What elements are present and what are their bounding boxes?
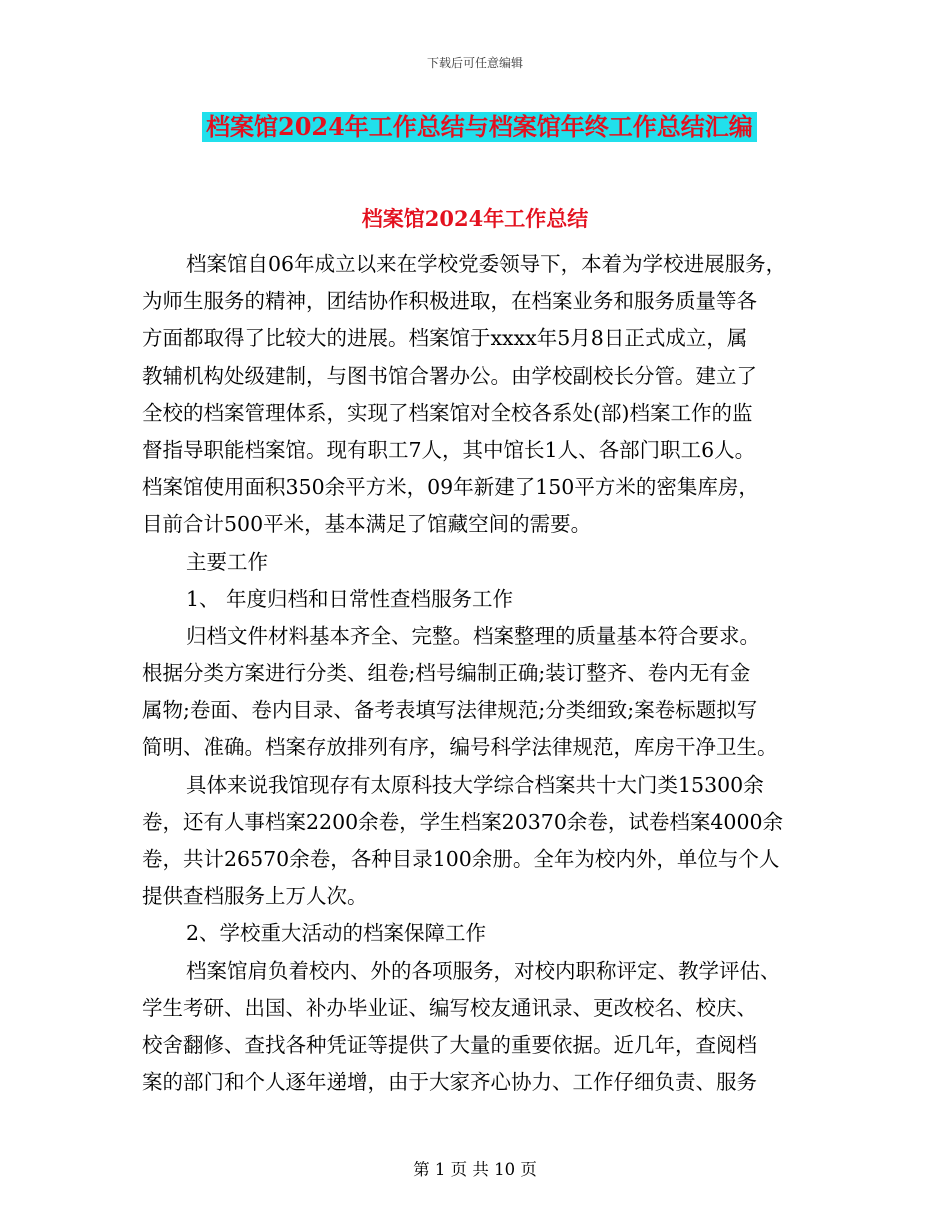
body-text-line: 简明、准确。档案存放排列有序，编号科学法律规范，库房干净卫生。 [142,735,778,760]
body-text-line: 具体来说我馆现存有太原科技大学综合档案共十大门类15300余 [186,772,764,797]
body-text-line: 方面都取得了比较大的进展。档案馆于xxxx年5月8日正式成立，属 [142,326,748,351]
body-text-line: 为师生服务的精神，团结协作积极进取，在档案业务和服务质量等各 [142,289,757,314]
body-text-line: 档案馆使用面积350余平方米，09年新建了150平方米的密集库房， [142,475,759,500]
body-text-line: 案的部门和个人逐年递增，由于大家齐心协力、工作仔细负责、服务 [142,1070,757,1095]
document-title: 档案馆2024年工作总结与档案馆年终工作总结汇编 [202,112,757,142]
body-text-line: 教辅机构处级建制，与图书馆合署办公。由学校副校长分管。建立了 [142,363,757,388]
body-text-line: 卷，共计26570余卷，各种目录100余册。全年为校内外，单位与个人 [142,847,780,871]
body-text-line: 校舍翻修、查找各种凭证等提供了大量的重要依据。近几年，查阅档 [142,1032,757,1057]
body-text-line: 属物;卷面、卷内目录、备考表填写法律规范;分类细致;案卷标题拟写 [142,698,758,723]
body-text-line: 1、 年度归档和日常性查档服务工作 [186,586,514,611]
body-text-line: 目前合计500平米，基本满足了馆藏空间的需要。 [142,512,592,537]
body-text-line: 档案馆肩负着校内、外的各项服务，对校内职称评定、教学评估、 [186,958,781,983]
body-text-line: 归档文件材料基本齐全、完整。档案整理的质量基本符合要求。 [186,623,760,648]
body-text-line: 学生考研、出国、补办毕业证、编写校友通讯录、更改校名、校庆、 [142,995,757,1020]
page-footer: 第 1 页 共 10 页 [413,1160,537,1179]
body-text-line: 根据分类方案进行分类、组卷;档号编制正确;装订整齐、卷内无有金 [142,661,751,686]
section-title: 档案馆2024年工作总结 [361,206,589,231]
body-text-line: 主要工作 [186,549,268,574]
body-text-line: 提供查档服务上万人次。 [142,884,368,909]
body-text-line: 卷，还有人事档案2200余卷，学生档案20370余卷，试卷档案4000余 [142,809,784,834]
document-body [142,220,812,1101]
page-header-note: 下载后可任意编辑 [426,56,523,70]
body-text-line: 2、学校重大活动的档案保障工作 [186,921,487,946]
body-text-line: 全校的档案管理体系，实现了档案馆对全校各系处(部)档案工作的监 [142,400,753,425]
body-text-line: 档案馆自06年成立以来在学校党委领导下，本着为学校进展服务， [186,252,787,276]
body-text-line: 督指导职能档案馆。现有职工7人，其中馆长1人、各部门职工6人。 [142,437,756,462]
